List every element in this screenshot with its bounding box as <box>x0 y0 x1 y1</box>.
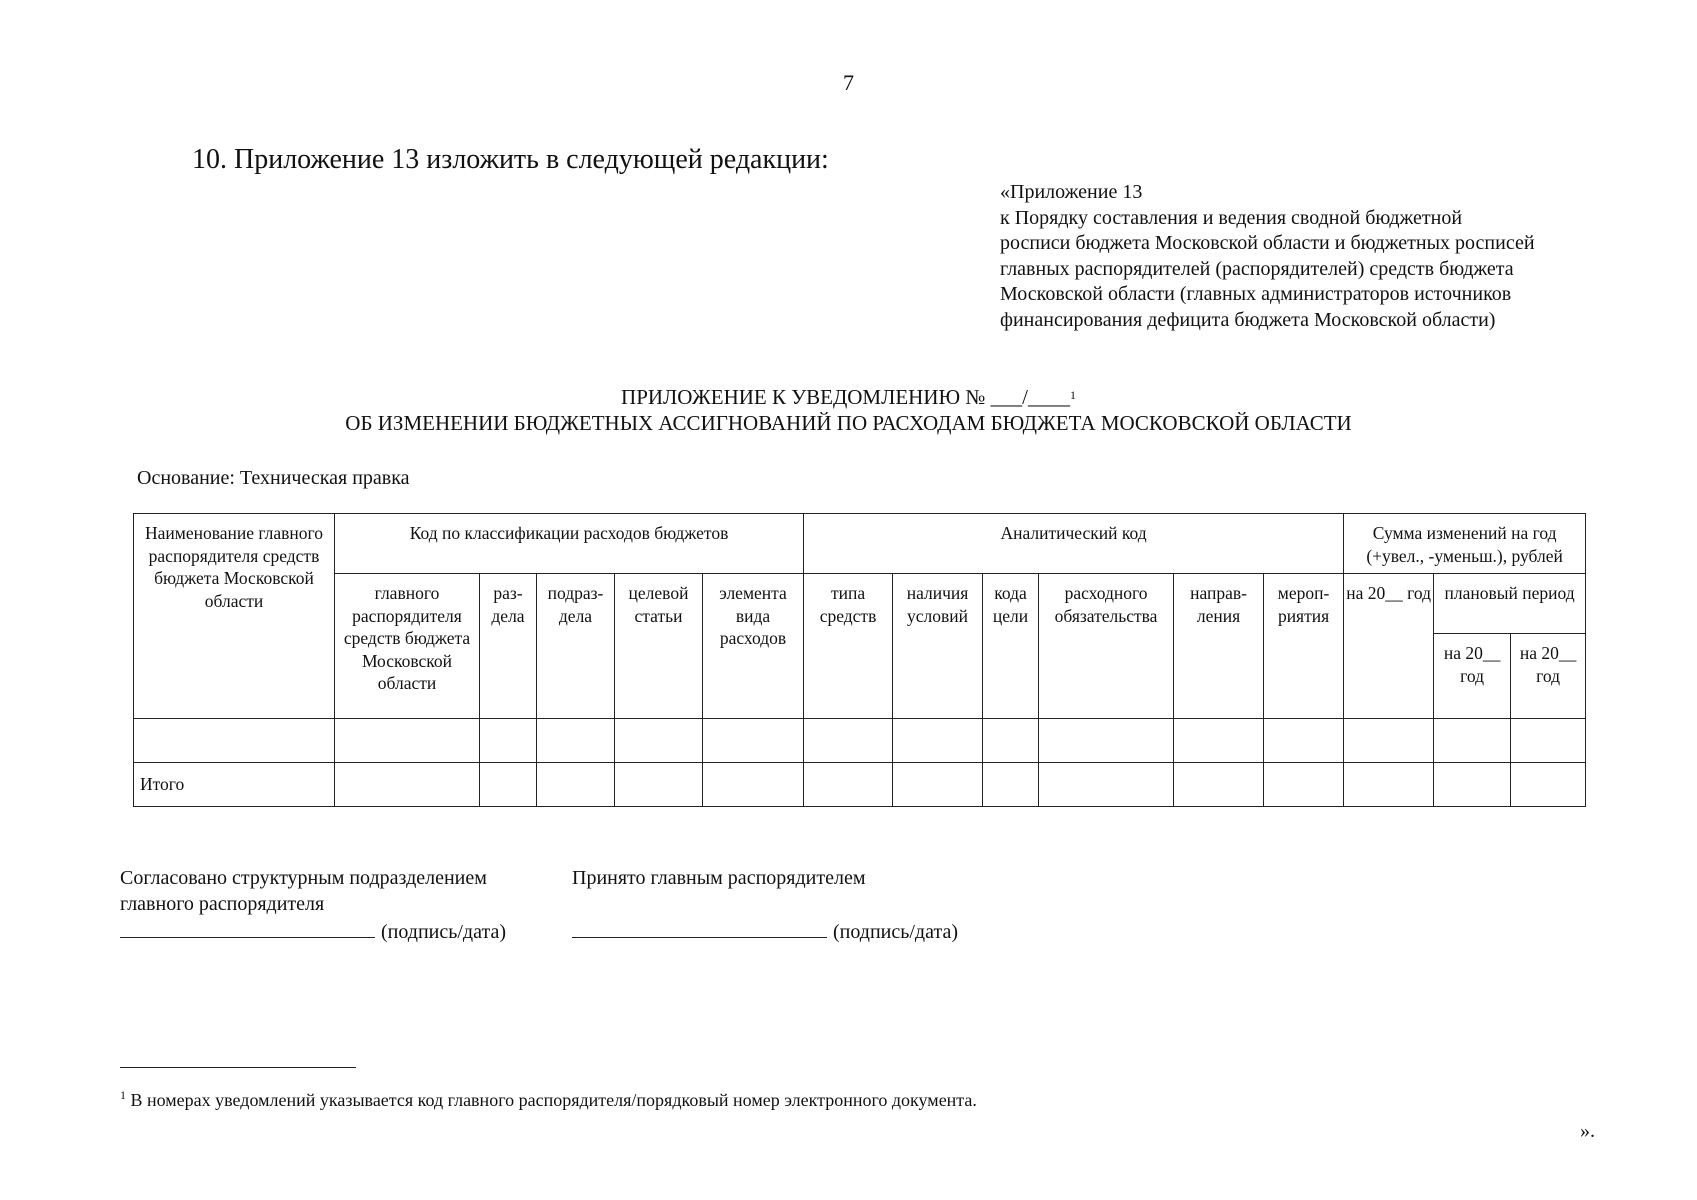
table-cell[interactable] <box>335 719 480 763</box>
approval-right-line1: Принято главным распорядителем <box>572 867 866 889</box>
header-name-cell: Наименование главного распорядителя средств бюджета Московской области <box>134 514 335 719</box>
header-classification-code: Код по классификации расходов бюджетов <box>335 514 804 574</box>
col-activity: мероп- риятия <box>1264 574 1344 719</box>
budget-table <box>133 513 1586 807</box>
table-cell[interactable] <box>1264 719 1344 763</box>
title-line-1-text: ПРИЛОЖЕНИЕ К УВЕДОМЛЕНИЮ № ___/____ <box>621 385 1070 409</box>
document-title <box>0 384 1697 436</box>
table-cell[interactable] <box>615 719 703 763</box>
table-cell[interactable] <box>983 719 1039 763</box>
signature-caption-right: (подпись/дата) <box>833 921 958 944</box>
approval-left-line2: главного распорядителя <box>120 892 325 915</box>
table-cell[interactable] <box>804 763 893 807</box>
appendix-note-line: росписи бюджета Московской области и бюджетных росписей <box>1000 232 1535 255</box>
signature-line-left[interactable] <box>120 919 375 938</box>
appendix-note-line: финансирования дефицита бюджета Московской области) <box>1000 308 1496 331</box>
col-planned-year-2: на 20__ год <box>1511 634 1586 719</box>
col-conditions: наличия условий <box>893 574 983 719</box>
total-label: Итого <box>134 763 335 807</box>
table-cell[interactable] <box>893 763 983 807</box>
col-subsection: подраз- дела <box>537 574 615 719</box>
closing-quote: ». <box>1580 1120 1595 1142</box>
title-line-2: ОБ ИЗМЕНЕНИИ БЮДЖЕТНЫХ АССИГНОВАНИЙ ПО РАСХОДАМ БЮДЖЕТА МОСКОВСКОЙ ОБЛАСТИ <box>345 411 1352 435</box>
col-main-manager: главного распорядителя средств бюджета Московской области <box>335 574 480 719</box>
signature-row-right <box>572 919 958 946</box>
table-cell[interactable] <box>1039 763 1174 807</box>
table-cell[interactable] <box>983 763 1039 807</box>
table-cell[interactable] <box>537 763 615 807</box>
table-cell[interactable] <box>1511 719 1586 763</box>
total-row <box>134 763 1586 807</box>
footnote <box>120 1090 977 1111</box>
approval-left-line1: Согласовано структурным подразделением <box>120 867 487 889</box>
item-heading: 10. Приложение 13 изложить в следующей редакции: <box>192 144 829 175</box>
table-cell[interactable] <box>1039 719 1174 763</box>
col-planned-year-1: на 20__ год <box>1434 634 1511 719</box>
signature-caption-left: (подпись/дата) <box>381 921 506 944</box>
col-direction: направ- ления <box>1174 574 1264 719</box>
appendix-note-line: «Приложение 13 <box>1000 181 1143 203</box>
title-line-1 <box>0 384 1697 410</box>
spacer <box>572 892 958 918</box>
appendix-note <box>1000 180 1535 334</box>
col-section: раз- дела <box>480 574 537 719</box>
table-cell[interactable] <box>615 763 703 807</box>
col-funds-type: типа средств <box>804 574 893 719</box>
table-cell[interactable] <box>1434 719 1511 763</box>
table-cell[interactable] <box>537 719 615 763</box>
col-planned-period: плановый период <box>1434 574 1586 634</box>
approval-right <box>572 866 958 946</box>
table-cell[interactable] <box>1174 763 1264 807</box>
page-number: 7 <box>843 70 854 95</box>
appendix-note-line: к Порядку составления и ведения сводной бюджетной <box>1000 206 1463 229</box>
table-row <box>134 719 1586 763</box>
title-footnote-mark: 1 <box>1069 388 1076 402</box>
table-cell[interactable] <box>134 719 335 763</box>
col-expense-obligation: расходного обязательства <box>1039 574 1174 719</box>
table-cell[interactable] <box>480 763 537 807</box>
table-cell[interactable] <box>1434 763 1511 807</box>
col-current-year: на 20__ год <box>1344 574 1434 719</box>
table-cell[interactable] <box>1344 763 1434 807</box>
table-cell[interactable] <box>1511 763 1586 807</box>
col-target-article: целевой статьи <box>615 574 703 719</box>
table-cell[interactable] <box>703 719 804 763</box>
header-analytic-code: Аналитический код <box>804 514 1344 574</box>
approval-left <box>120 866 506 946</box>
table-cell[interactable] <box>480 719 537 763</box>
signature-line-right[interactable] <box>572 919 827 938</box>
table-cell[interactable] <box>804 719 893 763</box>
table-cell[interactable] <box>335 763 480 807</box>
col-goal-code: кода цели <box>983 574 1039 719</box>
table-cell[interactable] <box>893 719 983 763</box>
header-sum-changes: Сумма изменений на год (+увел., -уменьш.), рублей <box>1344 514 1586 574</box>
appendix-note-line: главных распорядителей (распорядителей) средств бюджета <box>1000 257 1514 280</box>
footnote-mark: 1 <box>120 1088 126 1102</box>
table-cell[interactable] <box>703 763 804 807</box>
signature-row-left <box>120 919 506 946</box>
footnote-text: В номерах уведомлений указывается код главного распорядителя/порядковый номер электронного документа. <box>126 1090 977 1110</box>
col-expense-type: элемента вида расходов <box>703 574 804 719</box>
basis-text: Основание: Техническая правка <box>137 467 410 489</box>
table-cell[interactable] <box>1264 763 1344 807</box>
appendix-note-line: Московской области (главных администраторов источников <box>1000 283 1512 306</box>
table-cell[interactable] <box>1344 719 1434 763</box>
table-cell[interactable] <box>1174 719 1264 763</box>
footnote-divider <box>120 1067 356 1068</box>
